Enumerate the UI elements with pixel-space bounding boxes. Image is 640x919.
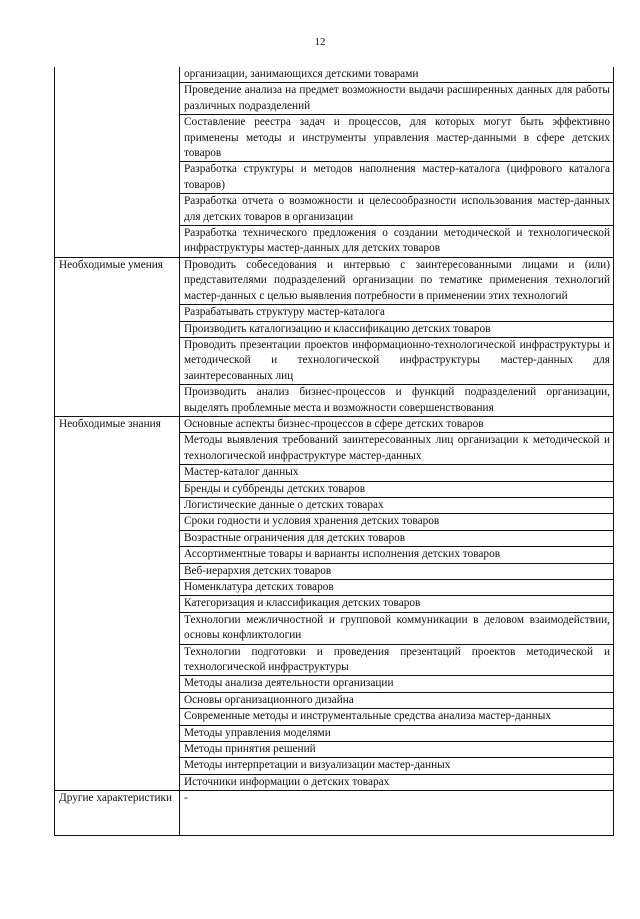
page-number: 12 [314,36,326,48]
work-action-item: Разработка технического предложения о создании методической и технологической инфраструктуры мастер-данных для детских товаров [180,226,614,258]
work-action-item: Проведение анализа на предмет возможности выдачи расширенных данных для работы различных подразделений [180,83,614,115]
knowledge-item: Категоризация и классификация детских товаров [180,596,614,612]
skill-item: Проводить собеседования и интервью с заинтересованными лицами и (или) представителями подразделений организации по тематике применения технологий мастер-данных с целью выявления потребности в применении этих технологий [180,257,614,304]
knowledge-label-cell [55,416,180,790]
knowledge-item: Мастер-каталог данных [180,465,614,481]
knowledge-item: Методы выявления требований заинтересованных лиц организации к методической и технологической инфраструктуре мастер-данных [180,433,614,465]
knowledge-item: Веб-иерархия детских товаров [180,563,614,579]
knowledge-item: Методы принятия решений [180,742,614,758]
skill-item: Разрабатывать структуру мастер-каталога [180,305,614,321]
knowledge-item: Технологии подготовки и проведения презентаций проектов методической и технологической инфраструктуры [180,644,614,676]
knowledge-item: Методы анализа деятельности организации [180,676,614,692]
skill-item: Производить каталогизацию и классификацию детских товаров [180,321,614,337]
knowledge-item: Номенклатура детских товаров [180,580,614,596]
table-row [55,67,614,83]
knowledge-item: Основы организационного дизайна [180,692,614,708]
knowledge-item: Методы интерпретации и визуализации мастер-данных [180,758,614,774]
work-action-item: Составление реестра задач и процессов, для которых могут быть эффективно применены методы и инструменты управления мастер-данными в сфере детских товаров [180,115,614,162]
knowledge-item: Сроки годности и условия хранения детских товаров [180,514,614,530]
continuation-label-cell [55,67,180,257]
skill-item: Производить анализ бизнес-процессов и функций подразделений организации, выделять проблемные места и возможности совершенствования [180,385,614,417]
knowledge-item: Возрастные ограничения для детских товаров [180,530,614,546]
knowledge-item: Основные аспекты бизнес-процессов в сфере детских товаров [180,416,614,432]
table-row [55,791,614,836]
other-value: - [180,791,614,836]
knowledge-item: Современные методы и инструментальные средства анализа мастер-данных [180,709,614,725]
work-action-item: Разработка структуры и методов наполнения мастер-каталога (цифрового каталога товаров) [180,162,614,194]
knowledge-item: Источники информации о детских товарах [180,774,614,790]
table-row [55,416,614,432]
skills-label: Необходимые умения [59,258,163,271]
knowledge-item: Бренды и суббренды детских товаров [180,481,614,497]
skills-label-cell [55,257,180,416]
knowledge-item: Методы управления моделями [180,725,614,741]
competency-table [54,67,614,836]
table-row [55,257,614,304]
work-action-item: Разработка отчета о возможности и целесообразности использования мастер-данных для детских товаров в организации [180,194,614,226]
work-action-item: организации, занимающихся детскими товарами [180,67,614,83]
other-label: Другие характеристики [59,792,173,805]
knowledge-item: Логистические данные о детских товарах [180,497,614,513]
knowledge-item: Технологии межличностной и групповой коммуникации в деловом взаимодействии, основы конфликтологии [180,612,614,644]
other-label-cell [55,791,180,836]
knowledge-label: Необходимые знания [59,417,161,430]
skill-item: Проводить презентации проектов информационно-технологической инфраструктуры и методической и технологической инфраструктуры мастер-данных для заинтересованных лиц [180,337,614,384]
knowledge-item: Ассортиментные товары и варианты исполнения детских товаров [180,547,614,563]
